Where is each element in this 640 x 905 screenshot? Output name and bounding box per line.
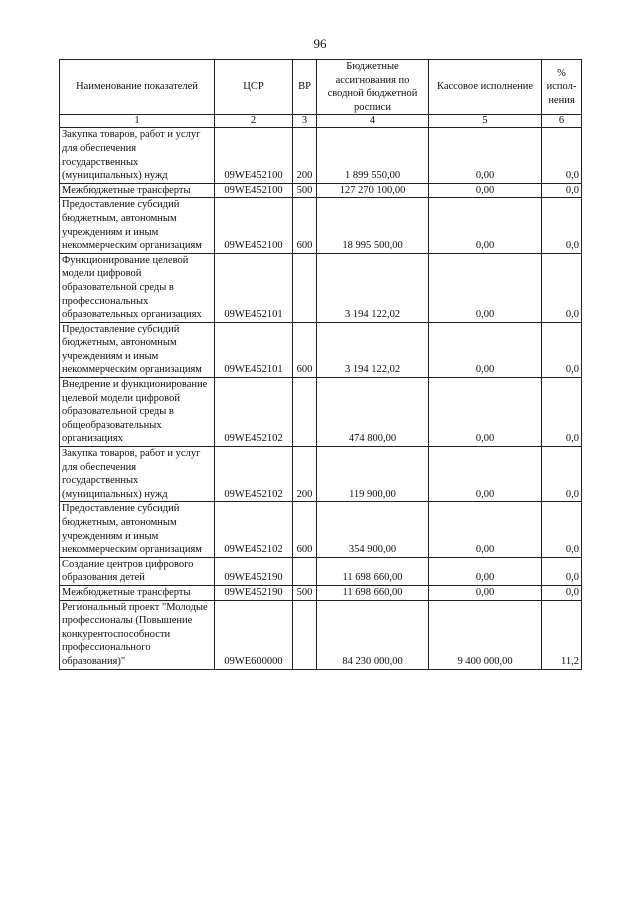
row-budget: 84 230 000,00 — [317, 600, 429, 669]
row-execution: 0,00 — [429, 183, 542, 198]
row-csr: 09WE452102 — [215, 502, 293, 557]
row-csr: 09WE452190 — [215, 585, 293, 600]
table-row — [60, 502, 582, 557]
row-budget: 3 194 122,02 — [317, 253, 429, 322]
row-execution: 0,00 — [429, 198, 542, 253]
row-csr: 09WE452101 — [215, 322, 293, 377]
row-budget: 127 270 100,00 — [317, 183, 429, 198]
table-row — [60, 447, 582, 502]
column-number: 6 — [542, 115, 582, 128]
row-budget: 474 800,00 — [317, 378, 429, 447]
header-percent: % испол-нения — [542, 60, 582, 115]
row-csr: 09WE452102 — [215, 378, 293, 447]
header-name: Наименование показателей — [60, 60, 215, 115]
row-csr: 09WE600000 — [215, 600, 293, 669]
header-vr: ВР — [293, 60, 317, 115]
row-name: Функционирование целевой модели цифровой образовательной среды в профессиональных образовательных организациях — [60, 253, 215, 322]
column-number: 1 — [60, 115, 215, 128]
row-csr: 09WE452102 — [215, 447, 293, 502]
table-row — [60, 585, 582, 600]
row-percent: 0,0 — [542, 198, 582, 253]
row-percent: 0,0 — [542, 128, 582, 183]
row-percent: 0,0 — [542, 378, 582, 447]
row-name: Предоставление субсидий бюджетным, автономным учреждениям и иным некоммерческим организациям — [60, 502, 215, 557]
row-vr: 200 — [293, 447, 317, 502]
row-name: Межбюджетные трансферты — [60, 183, 215, 198]
row-percent: 0,0 — [542, 183, 582, 198]
row-name: Закупка товаров, работ и услуг для обеспечения государственных (муниципальных) нужд — [60, 447, 215, 502]
row-percent: 0,0 — [542, 557, 582, 585]
row-vr: 600 — [293, 502, 317, 557]
row-budget: 354 900,00 — [317, 502, 429, 557]
budget-execution-table — [59, 59, 582, 670]
row-vr: 600 — [293, 198, 317, 253]
row-budget: 1 899 550,00 — [317, 128, 429, 183]
table-row — [60, 253, 582, 322]
row-csr: 09WE452100 — [215, 183, 293, 198]
row-vr: 200 — [293, 128, 317, 183]
row-budget: 11 698 660,00 — [317, 585, 429, 600]
table-row — [60, 378, 582, 447]
row-budget: 18 995 500,00 — [317, 198, 429, 253]
row-vr — [293, 557, 317, 585]
row-name: Создание центров цифрового образования детей — [60, 557, 215, 585]
row-percent: 0,0 — [542, 322, 582, 377]
table-row — [60, 557, 582, 585]
row-name: Предоставление субсидий бюджетным, автономным учреждениям и иным некоммерческим организациям — [60, 322, 215, 377]
column-number: 5 — [429, 115, 542, 128]
header-execution: Кассовое исполнение — [429, 60, 542, 115]
table-row — [60, 322, 582, 377]
row-percent: 11,2 — [542, 600, 582, 669]
row-percent: 0,0 — [542, 502, 582, 557]
row-vr: 600 — [293, 322, 317, 377]
row-csr: 09WE452101 — [215, 253, 293, 322]
column-number-row — [60, 115, 582, 128]
row-execution: 0,00 — [429, 447, 542, 502]
row-budget: 3 194 122,02 — [317, 322, 429, 377]
header-csr: ЦСР — [215, 60, 293, 115]
row-name: Межбюджетные трансферты — [60, 585, 215, 600]
column-number: 3 — [293, 115, 317, 128]
header-row — [60, 60, 582, 115]
row-vr — [293, 378, 317, 447]
column-number: 2 — [215, 115, 293, 128]
page-number: 96 — [313, 36, 327, 51]
row-name: Закупка товаров, работ и услуг для обеспечения государственных (муниципальных) нужд — [60, 128, 215, 183]
row-execution: 9 400 000,00 — [429, 600, 542, 669]
row-csr: 09WE452100 — [215, 128, 293, 183]
column-number: 4 — [317, 115, 429, 128]
row-name: Предоставление субсидий бюджетным, автономным учреждениям и иным некоммерческим организациям — [60, 198, 215, 253]
row-execution: 0,00 — [429, 322, 542, 377]
row-name: Внедрение и функционирование целевой модели цифровой образовательной среды в общеобразовательных организациях — [60, 378, 215, 447]
row-percent: 0,0 — [542, 585, 582, 600]
row-execution: 0,00 — [429, 557, 542, 585]
row-vr: 500 — [293, 183, 317, 198]
row-execution: 0,00 — [429, 253, 542, 322]
row-name: Региональный проект "Молодые профессионалы (Повышение конкурентоспособности профессионального образования)" — [60, 600, 215, 669]
row-execution: 0,00 — [429, 378, 542, 447]
row-vr — [293, 253, 317, 322]
table-row — [60, 183, 582, 198]
header-budget: Бюджетные ассигнования по сводной бюджетной росписи — [317, 60, 429, 115]
row-budget: 119 900,00 — [317, 447, 429, 502]
row-execution: 0,00 — [429, 585, 542, 600]
row-csr: 09WE452100 — [215, 198, 293, 253]
table-row — [60, 128, 582, 183]
table-row — [60, 198, 582, 253]
table-row — [60, 600, 582, 669]
row-csr: 09WE452190 — [215, 557, 293, 585]
row-vr — [293, 600, 317, 669]
row-budget: 11 698 660,00 — [317, 557, 429, 585]
row-vr: 500 — [293, 585, 317, 600]
row-execution: 0,00 — [429, 502, 542, 557]
row-percent: 0,0 — [542, 447, 582, 502]
row-execution: 0,00 — [429, 128, 542, 183]
row-percent: 0,0 — [542, 253, 582, 322]
